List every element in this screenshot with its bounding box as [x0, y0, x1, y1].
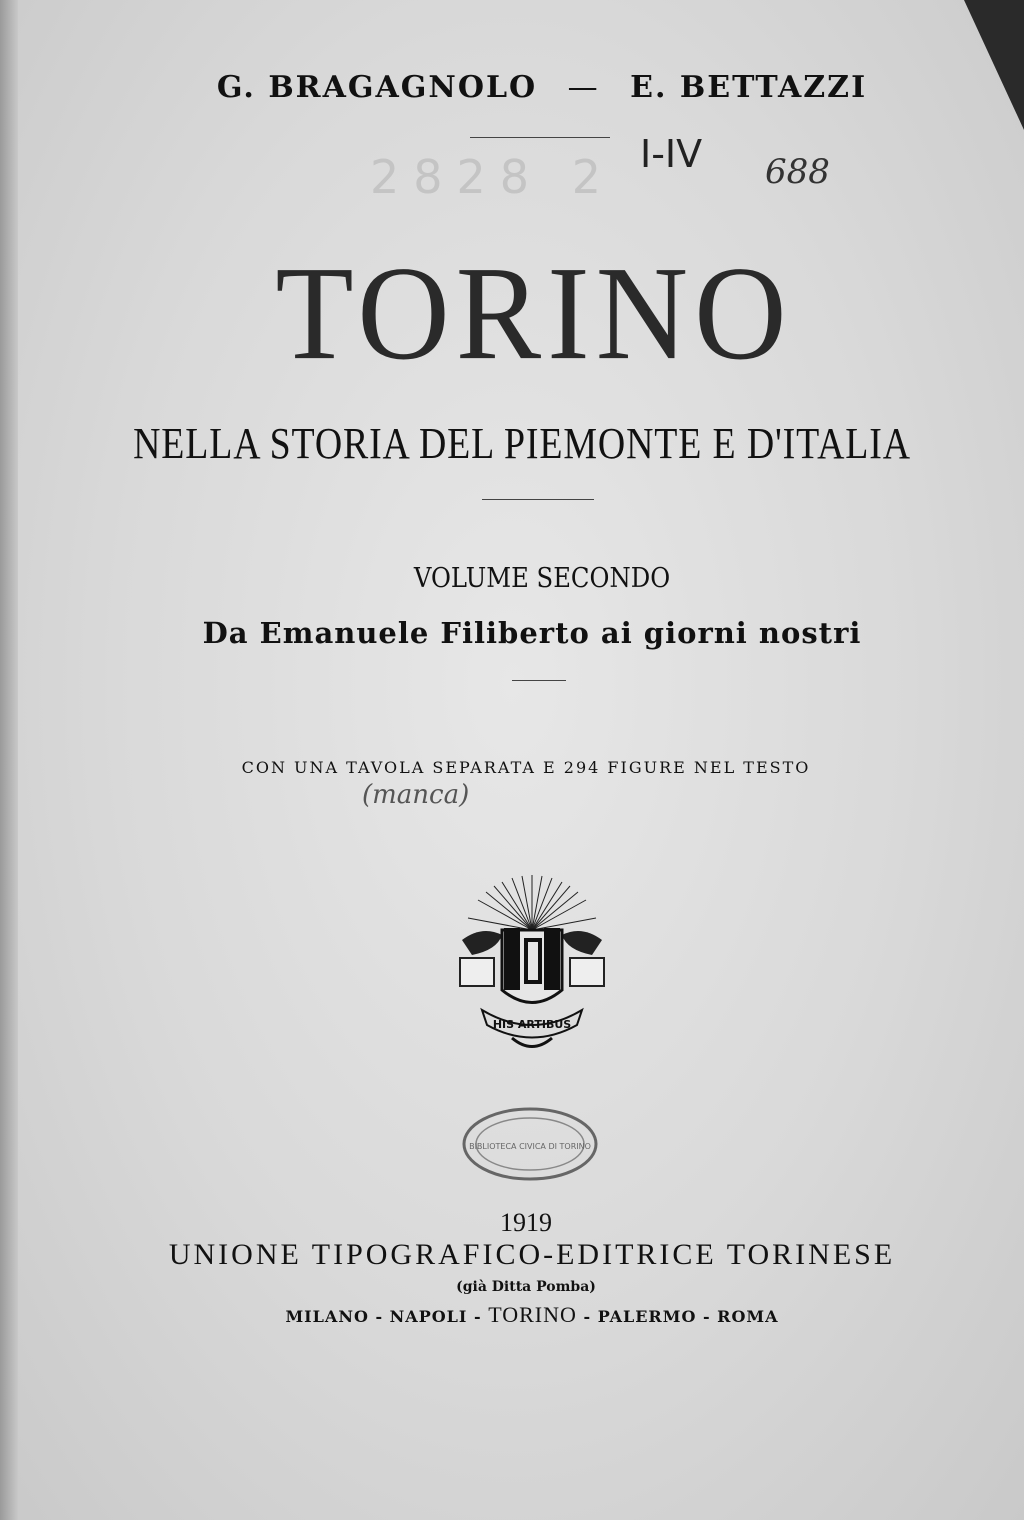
city: PALERMO	[597, 1307, 697, 1326]
shelfmark-code: I-IV	[640, 132, 703, 176]
book-subtitle: NELLA STORIA DEL PIEMONTE E D'ITALIA	[133, 419, 911, 468]
page-corner-dark	[964, 0, 1024, 130]
publisher-name: UNIONE TIPOGRAFICO-EDITRICE TORINESE	[168, 1238, 896, 1271]
publication-year: 1919	[500, 1208, 552, 1237]
stamp-text: BIBLIOTECA CIVICA DI TORINO	[469, 1142, 591, 1151]
city: TORINO	[488, 1302, 577, 1327]
handwritten-note: (manca)	[362, 780, 470, 810]
pencil-mark: 2828 2	[370, 150, 615, 204]
book-title: TORINO	[275, 238, 793, 388]
emblem-motto: HIS ARTIBUS	[492, 1018, 572, 1031]
authors-line	[30, 70, 1024, 105]
city: ROMA	[717, 1307, 779, 1326]
city: NAPOLI	[389, 1307, 468, 1326]
library-stamp-icon	[460, 1105, 600, 1183]
publisher-cities: MILANO - NAPOLI - TORINO - PALERMO - ROMA	[285, 1302, 779, 1327]
divider-rule	[470, 137, 610, 138]
volume-period: Da Emanuele Filiberto ai giorni nostri	[202, 616, 862, 650]
shelfmark-number: 688	[765, 152, 830, 192]
publisher-emblem-icon	[452, 870, 612, 1060]
city: MILANO	[285, 1307, 369, 1326]
divider-rule	[512, 680, 566, 681]
volume-label: VOLUME SECONDO	[413, 563, 671, 594]
author-first: G. BRAGAGNOLO	[216, 70, 538, 105]
author-separator: —	[567, 70, 600, 105]
publisher-former-name: (già Ditta Pomba)	[456, 1279, 596, 1295]
author-second: E. BETTAZZI	[630, 70, 868, 105]
illustrations-note: CON UNA TAVOLA SEPARATA E 294 FIGURE NEL TESTO	[241, 758, 811, 777]
divider-rule	[482, 499, 594, 500]
